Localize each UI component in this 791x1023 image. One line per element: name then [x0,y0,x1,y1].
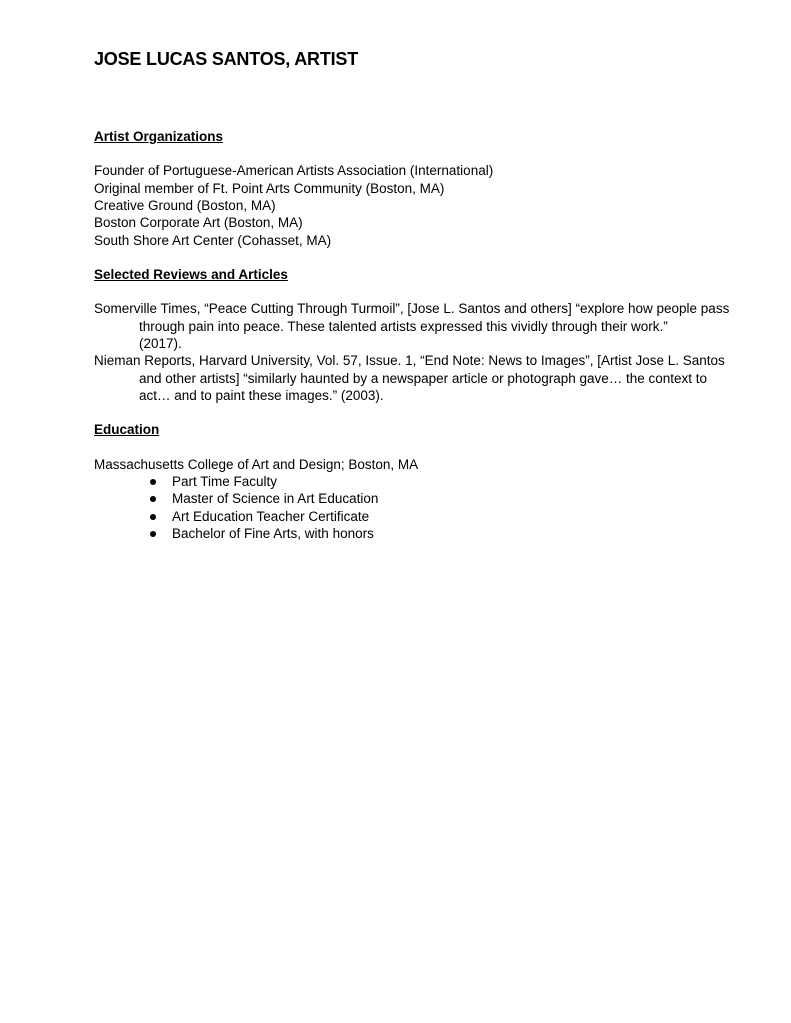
bullet-icon [150,514,156,520]
education-bullet-list [94,473,697,542]
review-entry [94,300,730,352]
section-heading-artist-organizations: Artist Organizations [94,129,224,144]
review-line: and other artists] “similarly haunted by a newspaper article or photograph gave… the context to [139,370,708,386]
bullet-item-label: Bachelor of Fine Arts, with honors [172,525,374,541]
list-item [94,490,697,507]
organization-line: Creative Ground (Boston, MA) [94,197,276,213]
review-line: Nieman Reports, Harvard University, Vol. 57, Issue. 1, “End Note: News to Images”, [Artist Jose L. Santos [94,353,725,369]
bullet-item-label: Art Education Teacher Certificate [172,508,370,524]
organization-line: Founder of Portuguese-American Artists Association (International) [94,163,494,179]
list-item [94,525,697,542]
list-item [94,473,697,490]
education-school: Massachusetts College of Art and Design; Boston, MA [94,456,419,472]
bullet-icon [150,479,156,485]
section-heading-selected-reviews: Selected Reviews and Articles [94,266,288,282]
organization-line: South Shore Art Center (Cohasset, MA) [94,232,332,248]
organization-line: Boston Corporate Art (Boston, MA) [94,215,303,231]
review-entry [94,352,725,404]
list-item [94,508,697,525]
bullet-icon [150,496,156,502]
education-block [94,456,697,543]
bullet-item-label: Master of Science in Art Education [172,491,379,507]
bullet-icon [150,531,156,537]
organizations-list [94,162,697,249]
organization-line: Original member of Ft. Point Arts Community (Boston, MA) [94,180,445,196]
review-line: act… and to paint these images.” (2003). [139,387,384,403]
bullet-item-label: Part Time Faculty [172,473,278,489]
section-heading-education: Education [94,422,160,438]
document-title: JOSE LUCAS SANTOS, ARTIST [94,49,359,69]
review-line: Somerville Times, “Peace Cutting Through Turmoil”, [Jose L. Santos and others] “explore how people pass [94,301,730,317]
review-line: (2017). [139,335,182,351]
review-line: through pain into peace. These talented artists expressed this vividly through their work.” [139,318,668,334]
